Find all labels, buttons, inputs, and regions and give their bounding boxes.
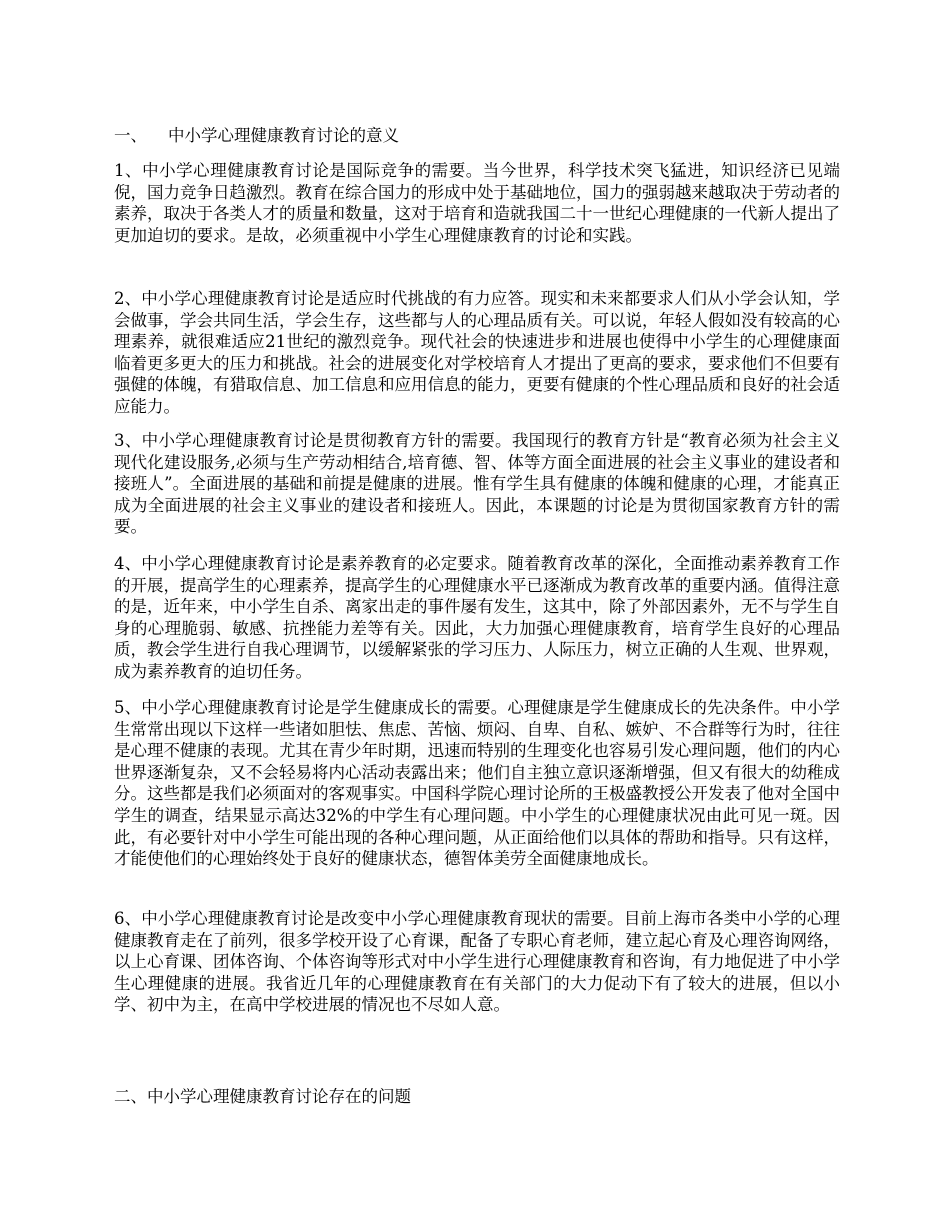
paragraph-5: 5、中小学心理健康教育讨论是学生健康成长的需要。心理健康是学生健康成长的先决条件。中小学生常常出现以下这样一些诸如胆怯、焦虑、苦恼、烦闷、自卑、自私、嫉妒、不合群等行为时，往往是心理不健康的表现。尤其在青少年时期，迅速而特别的生理变化也容易引发心理问题，他们的内心世界逐渐复杂，又不会轻易将内心活动表露出来；他们自主独立意识逐渐增强，但又有很大的幼稚成分。这些都是我们必须面对的客观事实。中国科学院心理讨论所的王极盛教授公开发表了他对全国中学生的调查，结果显示高达32%的中学生有心理问题。中小学生的心理健康状况由此可见一斑。因此，有必要针对中小学生可能出现的各种心理问题，从正面给他们以具体的帮助和指导。只有这样，才能使他们的心理始终处于良好的健康状态，德智体美劳全面健康地成长。	[114, 698, 840, 869]
paragraph-1: 1、中小学心理健康教育讨论是国际竞争的需要。当今世界，科学技术突飞猛进，知识经济已见端倪，国力竞争日趋激烈。教育在综合国力的形成中处于基础地位，国力的强弱越来越取决于劳动者的素养，取决于各类人才的质量和数量，这对于培育和造就我国二十一世纪心理健康的一代新人提出了更加迫切的要求。是故，必须重视中小学生心理健康教育的讨论和实践。	[114, 161, 840, 245]
paragraph-4: 4、中小学心理健康教育讨论是素养教育的必定要求。随着教育改革的深化，全面推动素养教育工作的开展，提高学生的心理素养，提高学生的心理健康水平已逐渐成为教育改革的重要内涵。值得注意的是，近年来，中小学生自杀、离家出走的事件屡有发生，这其中，除了外部因素外，无不与学生自身的心理脆弱、敏感、抗挫能力差等有关。因此，大力加强心理健康教育，培育学生良好的心理品质，教会学生进行自我心理调节，以缓解紧张的学习压力、人际压力，树立正确的人生观、世界观，成为素养教育的迫切任务。	[114, 554, 840, 681]
paragraph-6: 6、中小学心理健康教育讨论是改变中小学心理健康教育现状的需要。目前上海市各类中小学的心理健康教育走在了前列，很多学校开设了心育课，配备了专职心育老师，建立起心育及心理咨询网络，以上心育课、团体咨询、个体咨询等形式对中小学生进行心理健康教育和咨询，有力地促进了中小学生心理健康的进展。我省近几年的心理健康教育在有关部门的大力促动下有了较大的进展，但以小学、初中为主，在高中学校进展的情况也不尽如人意。	[114, 909, 840, 1015]
section-1-number: 一、	[114, 126, 147, 145]
paragraph-2: 2、中小学心理健康教育讨论是适应时代挑战的有力应答。现实和未来都要求人们从小学会认知，学会做事，学会共同生活，学会生存，这些都与人的心理品质有关。可以说，年轻人假如没有较高的心理素养，就很难适应21世纪的激烈竞争。现代社会的快速进步和进展也使得中小学生的心理健康面临着更多更大的压力和挑战。社会的进展变化对学校培育人才提出了更高的要求，要求他们不但要有强健的体魄，有猎取信息、加工信息和应用信息的能力，更要有健康的个性心理品质和良好的社会适应能力。	[114, 289, 840, 416]
section-1-heading	[114, 124, 399, 148]
paragraph-3: 3、中小学心理健康教育讨论是贯彻教育方针的需要。我国现行的教育方针是“教育必须为社会主义现代化建设服务,必须与生产劳动相结合,培育德、智、体等方面全面进展的社会主义事业的建设者和接班人”。全面进展的基础和前提是健康的进展。惟有学生具有健康的体魄和健康的心理，才能真正成为全面进展的社会主义事业的建设者和接班人。因此，本课题的讨论是为贯彻国家教育方针的需要。	[114, 431, 840, 537]
section-2-heading: 二、中小学心理健康教育讨论存在的问题	[114, 1087, 411, 1106]
section-1-title: 中小学心理健康教育讨论的意义	[168, 126, 399, 145]
